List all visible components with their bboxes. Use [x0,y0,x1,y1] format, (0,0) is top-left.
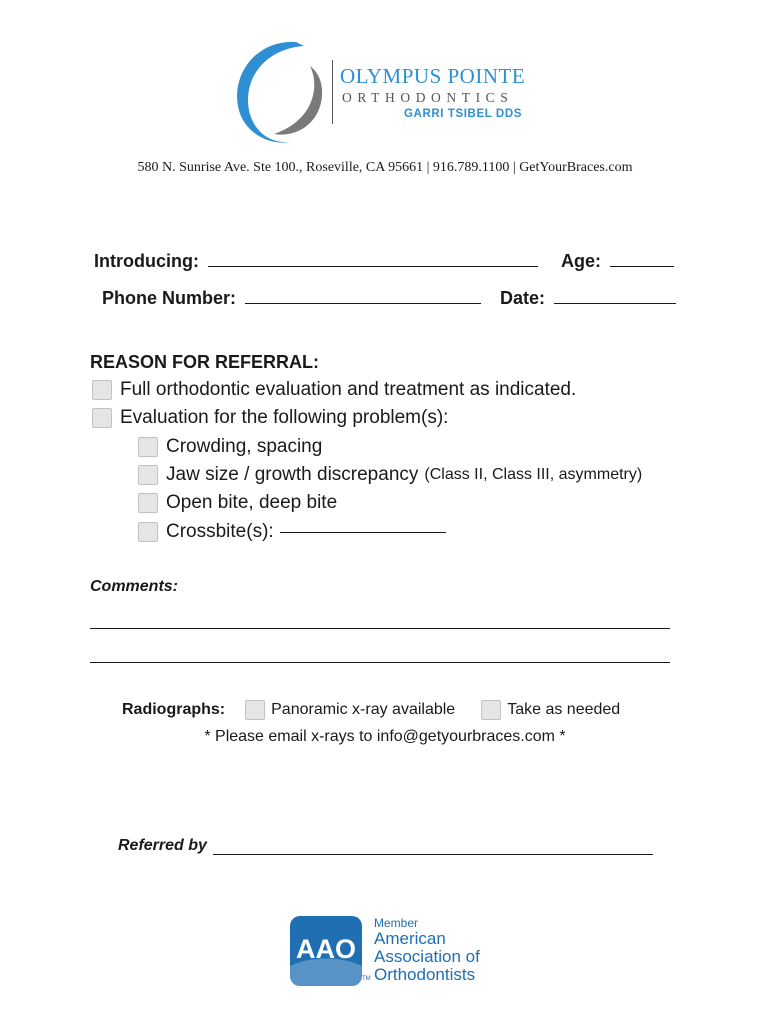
aao-trademark: TM [362,976,371,982]
referred-by-label: Referred by [118,837,207,854]
aao-line-1: American [374,929,446,948]
option-label: Open bite, deep bite [166,492,338,513]
panoramic-label: Panoramic x-ray available [271,701,456,718]
take-as-needed-label: Take as needed [507,701,621,718]
date-field[interactable] [554,303,676,304]
checkbox[interactable] [481,700,501,720]
practice-logo [228,34,548,152]
aao-member-logo [290,912,490,988]
option-label: Jaw size / growth discrepancy [166,464,419,485]
practice-name: OLYMPUS POINTE [340,64,526,88]
comments-line-2[interactable] [90,662,670,663]
practice-address: 580 N. Sunrise Ave. Ste 100., Roseville, CA 95661 | 916.789.1100 | GetYourBraces.com [137,160,633,175]
age-row [561,251,674,272]
option-label: Crowding, spacing [166,436,323,457]
comments-label: Comments: [90,578,179,595]
aao-logo-icon [290,916,362,986]
aao-member-label: Member [374,916,419,930]
option-label: Crossbite(s): [166,521,274,542]
introducing-field[interactable] [208,266,538,267]
referral-option-full [92,379,576,401]
aao-logo-text: AAO [296,934,356,964]
checkbox[interactable] [245,700,265,720]
radiographs-row [122,700,620,720]
age-label: Age: [561,251,601,271]
age-field[interactable] [610,266,674,267]
checkbox[interactable] [138,493,158,513]
phone-row [102,288,481,309]
referral-heading: REASON FOR REFERRAL: [90,352,319,372]
checkbox[interactable] [138,437,158,457]
referral-option-evaluation [92,407,448,429]
problem-option-crossbite [138,521,446,543]
problem-option-jaw [138,464,642,486]
checkbox[interactable] [138,465,158,485]
checkbox[interactable] [92,380,112,400]
aao-line-2: Association of [374,947,480,966]
checkbox[interactable] [138,522,158,542]
practice-subtitle: ORTHODONTICS [342,90,514,105]
problem-option-crowding [138,436,322,458]
date-row [500,288,676,309]
introducing-label: Introducing: [94,251,199,271]
phone-label: Phone Number: [102,288,237,308]
doctor-name: GARRI TSIBEL DDS [404,108,523,120]
problem-option-openbite [138,492,337,514]
date-label: Date: [500,288,546,308]
aao-line-3: Orthodontists [374,965,476,984]
referred-by-row [118,837,653,855]
swirl-logo-icon [228,34,328,152]
option-label: Evaluation for the following problem(s): [120,407,449,428]
phone-field[interactable] [245,303,481,304]
crossbite-field[interactable] [280,532,446,533]
aao-organization-name [374,930,480,984]
checkbox[interactable] [92,408,112,428]
option-label: Full orthodontic evaluation and treatment as indicated. [120,379,577,400]
xray-email-note: * Please email x-rays to info@getyourbraces.com * [204,728,566,745]
radiographs-label: Radiographs: [122,701,226,718]
jaw-note: (Class II, Class III, asymmetry) [424,466,643,483]
comments-line-1[interactable] [90,628,670,629]
introducing-row [94,251,538,272]
referred-by-field[interactable] [213,837,653,855]
logo-divider [332,60,333,124]
